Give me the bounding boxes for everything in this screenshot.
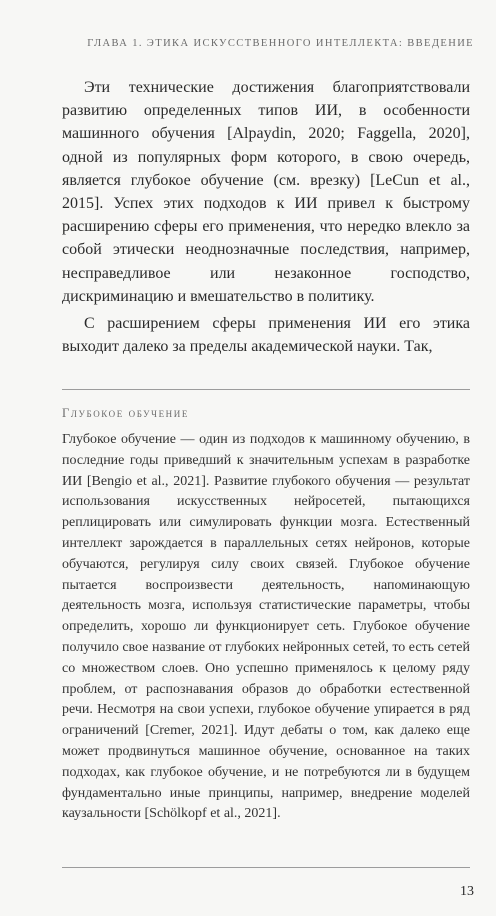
paragraph: С расширением сферы применения ИИ его этика выходит далеко за пределы академической науки. Так, [62,315,470,356]
sidebar-text [62,430,470,825]
running-header: ГЛАВА 1. ЭТИКА ИСКУССТВЕННОГО ИНТЕЛЛЕКТА: ВВЕДЕНИЕ [87,38,474,49]
sidebar-bottom-divider [62,867,470,868]
sidebar-top-divider [62,389,470,390]
paragraph: Эти технические достижения благоприятствовали развитию определенных типов ИИ, в особенности машинного обучения [Alpaydin, 2020; Faggella, 2020], одной из популярных форм которого, в свою очередь, является глубокое обучение (см. врезку) [LeCun et al., 2015]. Успех этих подходов к ИИ привел к быстрому расширению сферы его применения, что нередко влекло за собой этически неоднозначные последствия, например, несправедливое или незаконное господство, дискриминацию и вмешательство в политику. [62,79,470,305]
main-text [62,76,470,358]
sidebar-paragraph: Глубокое обучение — один из подходов к машинному обучению, в последние годы приведший к значительным успехам в разработке ИИ [Bengio et al., 2021]. Развитие глубокого обучения — результат использования искусственных нейросетей, пытающихся реплицировать или симулировать функции мозга. Естественный интеллект зарождается в параллельных сетях нейронов, которые обучаются, регулируя силу своих связей. Глубокое обучение пытается воспроизвести деятельность, напоминающую деятельность мозга, используя статистические параметры, чтобы определить, хорошо ли функционирует сеть. Глубокое обучение получило свое название от глубоких нейронных сетей, то есть сетей со множеством слоев. Оно успешно применялось к целому ряду проблем, от распознавания образов до обработки естественной речи. Несмотря на свои успехи, глубокое обучение упирается в ряд ограничений [Cremer, 2021]. Идут дебаты о том, как далеко еще может продвинуться машинное обучение, основанное на таких подходах, как глубокое обучение, и не потребуются ли в будущем фундаментально иные принципы, например, внедрение моделей каузальности [Schölkopf et al., 2021]. [62,432,470,822]
sidebar-title: Глубокое обучение [62,406,189,420]
page-number: 13 [460,884,474,899]
